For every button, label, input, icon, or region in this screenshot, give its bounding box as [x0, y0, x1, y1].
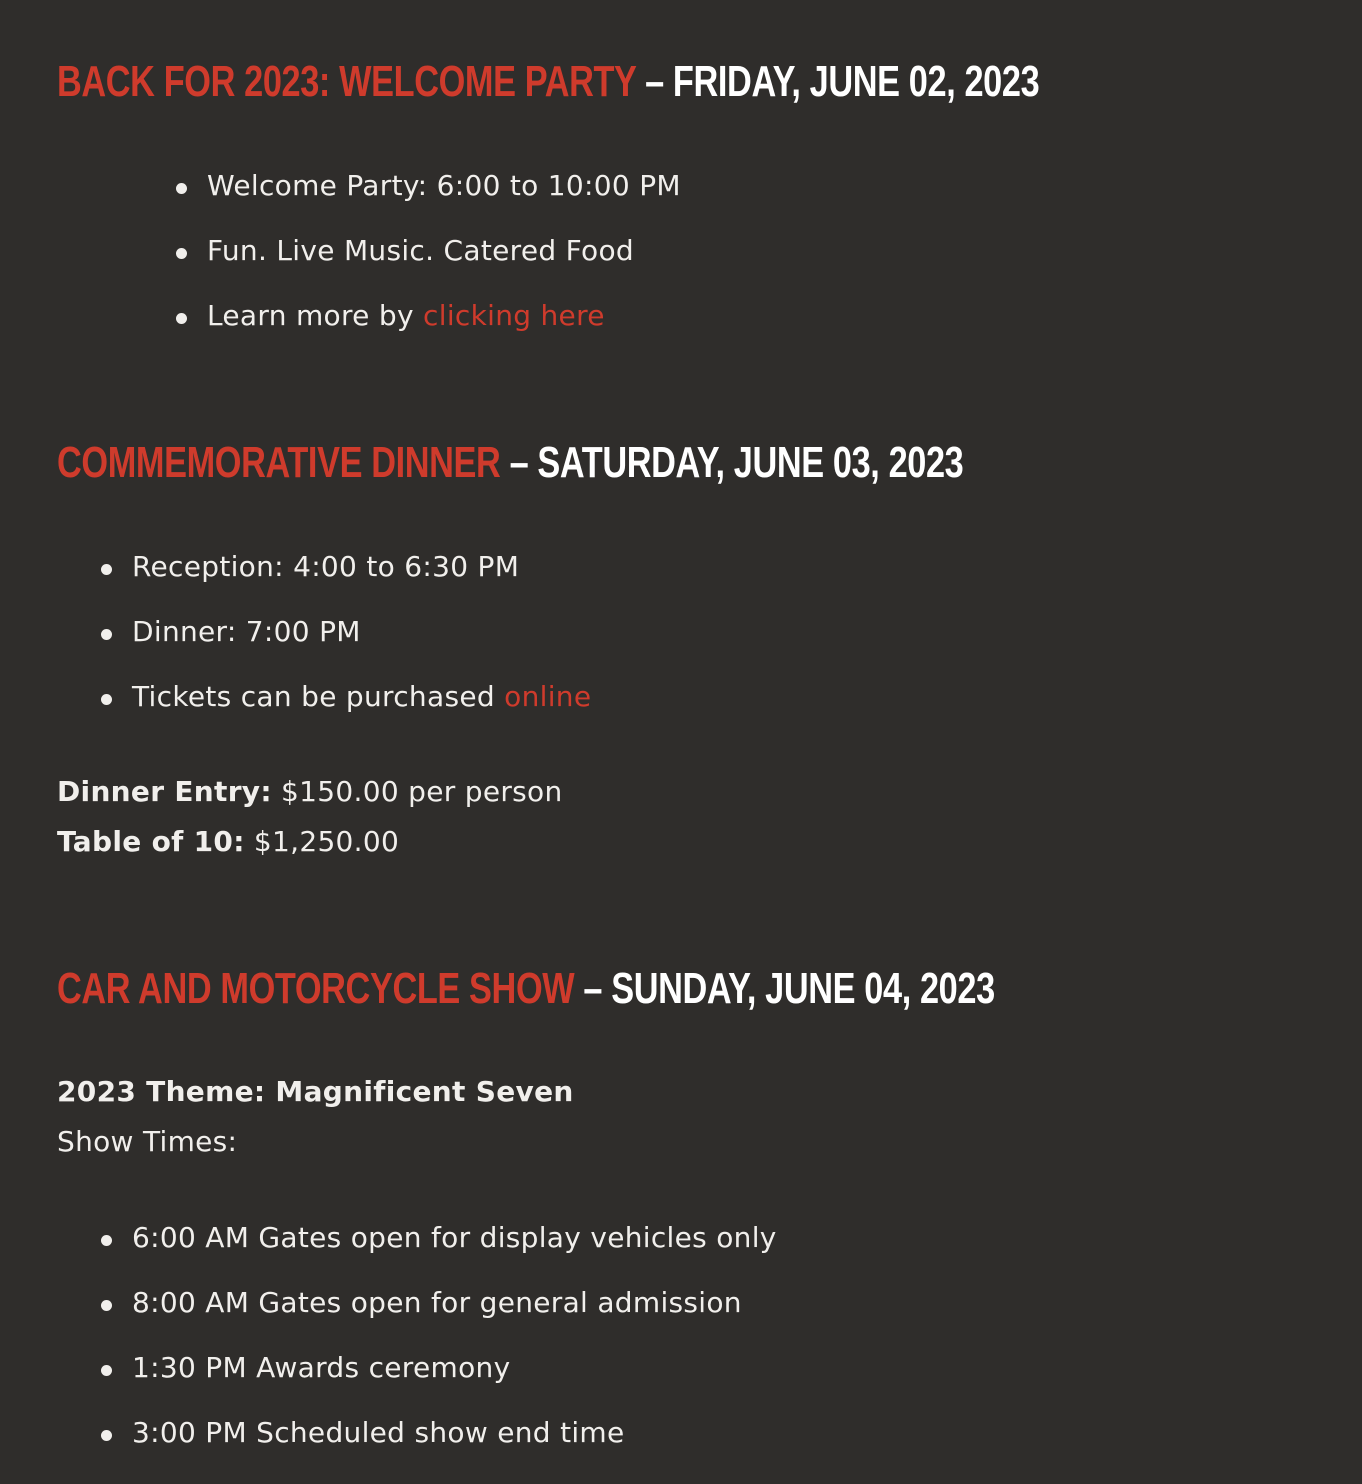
section-title: CAR AND MOTORCYCLE SHOW	[57, 964, 575, 1013]
price-value: $150.00 per person	[271, 775, 563, 808]
table-price	[57, 825, 400, 858]
section-date: – FRIDAY, JUNE 02, 2023	[635, 57, 1040, 106]
price-value: $1,250.00	[244, 825, 400, 858]
section-heading-commemorative-dinner	[57, 438, 964, 487]
dinner-list	[132, 550, 592, 748]
list-item: Dinner: 7:00 PM	[132, 618, 591, 683]
list-item: Learn more by clicking here	[207, 302, 681, 367]
list-item: 3:00 PM Scheduled show end time	[132, 1419, 777, 1484]
price-label: Table of 10:	[57, 825, 245, 858]
section-title: BACK FOR 2023: WELCOME PARTY	[57, 57, 636, 106]
list-item: Reception: 4:00 to 6:30 PM	[132, 553, 591, 618]
clicking-here-link[interactable]: clicking here	[423, 299, 605, 332]
online-tickets-link[interactable]: online	[504, 680, 592, 713]
price-label: Dinner Entry:	[57, 775, 272, 808]
section-date: – SUNDAY, JUNE 04, 2023	[574, 964, 995, 1013]
list-item: 1:30 PM Awards ceremony	[132, 1354, 777, 1419]
list-item: Fun. Live Music. Catered Food	[207, 237, 681, 302]
section-title: COMMEMORATIVE DINNER	[57, 438, 501, 487]
show-times-list	[132, 1221, 777, 1484]
section-heading-car-show	[57, 964, 995, 1013]
list-item: 6:00 AM Gates open for display vehicles only	[132, 1224, 777, 1289]
section-date: – SATURDAY, JUNE 03, 2023	[500, 438, 964, 487]
list-item: Welcome Party: 6:00 to 10:00 PM	[207, 172, 681, 237]
welcome-party-list	[207, 169, 681, 367]
show-times-label: Show Times:	[57, 1125, 238, 1158]
list-item: Tickets can be purchased online	[132, 683, 591, 748]
dinner-entry-price	[57, 775, 563, 808]
theme-text: 2023 Theme: Magnificent Seven	[57, 1075, 574, 1108]
section-heading-welcome-party	[57, 57, 1040, 106]
list-item: 8:00 AM Gates open for general admission	[132, 1289, 777, 1354]
